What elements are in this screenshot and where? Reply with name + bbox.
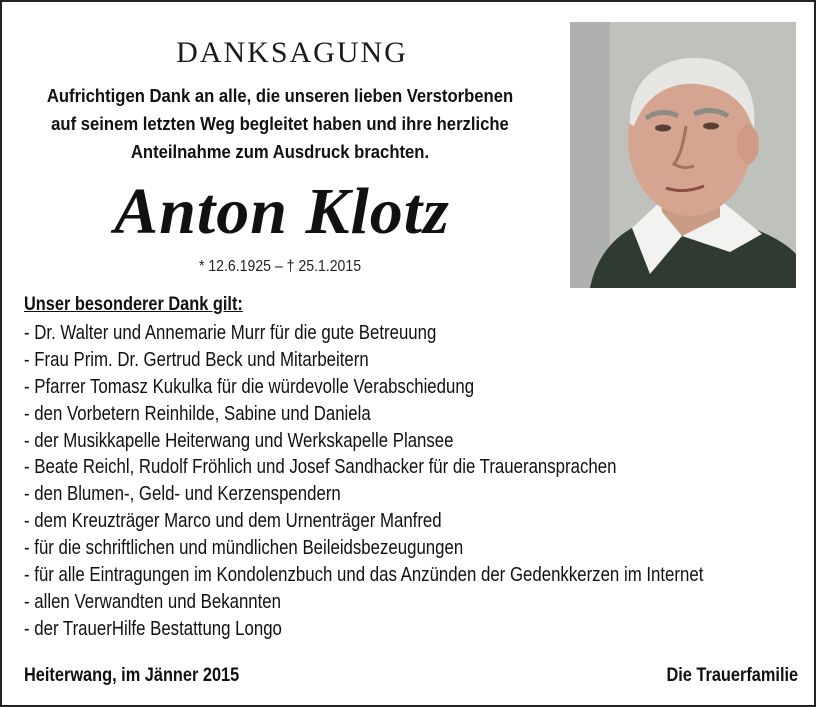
list-item: - Beate Reichl, Rudolf Fröhlich und Josef Sandhacker für die Traueransprachen <box>24 455 617 479</box>
list-item: - Dr. Walter und Annemarie Murr für die gute Betreuung <box>24 321 437 344</box>
thanks-list <box>24 320 703 643</box>
signature: Die Trauerfamilie <box>666 665 798 686</box>
list-item: - Pfarrer Tomasz Kukulka für die würdevolle Verabschiedung <box>24 374 475 398</box>
list-item: - für alle Eintragungen im Kondolenzbuch und das Anzünden der Gedenkkerzen im Internet <box>24 563 704 587</box>
list-item: - den Blumen-, Geld- und Kerzenspendern <box>24 482 341 506</box>
deceased-name: Anton Klotz <box>114 175 450 248</box>
place-date: Heiterwang, im Jänner 2015 <box>24 665 240 686</box>
list-item: - der TrauerHilfe Bestattung Longo <box>24 616 282 640</box>
intro-line: Anteilnahme zum Ausdruck brachten. <box>130 141 430 162</box>
list-item: - der Musikkapelle Heiterwang und Werkskapelle Plansee <box>24 428 454 452</box>
portrait-illustration <box>570 22 796 288</box>
list-item: - für die schriftlichen und mündlichen Beileidsbezeugungen <box>24 536 464 560</box>
intro-line: Aufrichtigen Dank an alle, die unseren lieben Verstorbenen <box>46 85 514 106</box>
list-item: - Frau Prim. Dr. Gertrud Beck und Mitarbeitern <box>24 347 369 371</box>
notice-title: DANKSAGUNG <box>176 36 408 69</box>
list-item: - dem Kreuzträger Marco und dem Urnenträger Manfred <box>24 509 442 533</box>
intro-line: auf seinem letzten Weg begleitet haben und ihre herzliche <box>51 113 509 134</box>
portrait-photo <box>570 22 796 288</box>
list-item: - den Vorbetern Reinhilde, Sabine und Daniela <box>24 401 371 425</box>
intro-text <box>46 82 514 166</box>
list-item: - allen Verwandten und Bekannten <box>24 589 282 613</box>
thanks-heading: Unser besonderer Dank gilt: <box>24 294 243 315</box>
life-dates: * 12.6.1925 – † 25.1.2015 <box>198 258 362 275</box>
